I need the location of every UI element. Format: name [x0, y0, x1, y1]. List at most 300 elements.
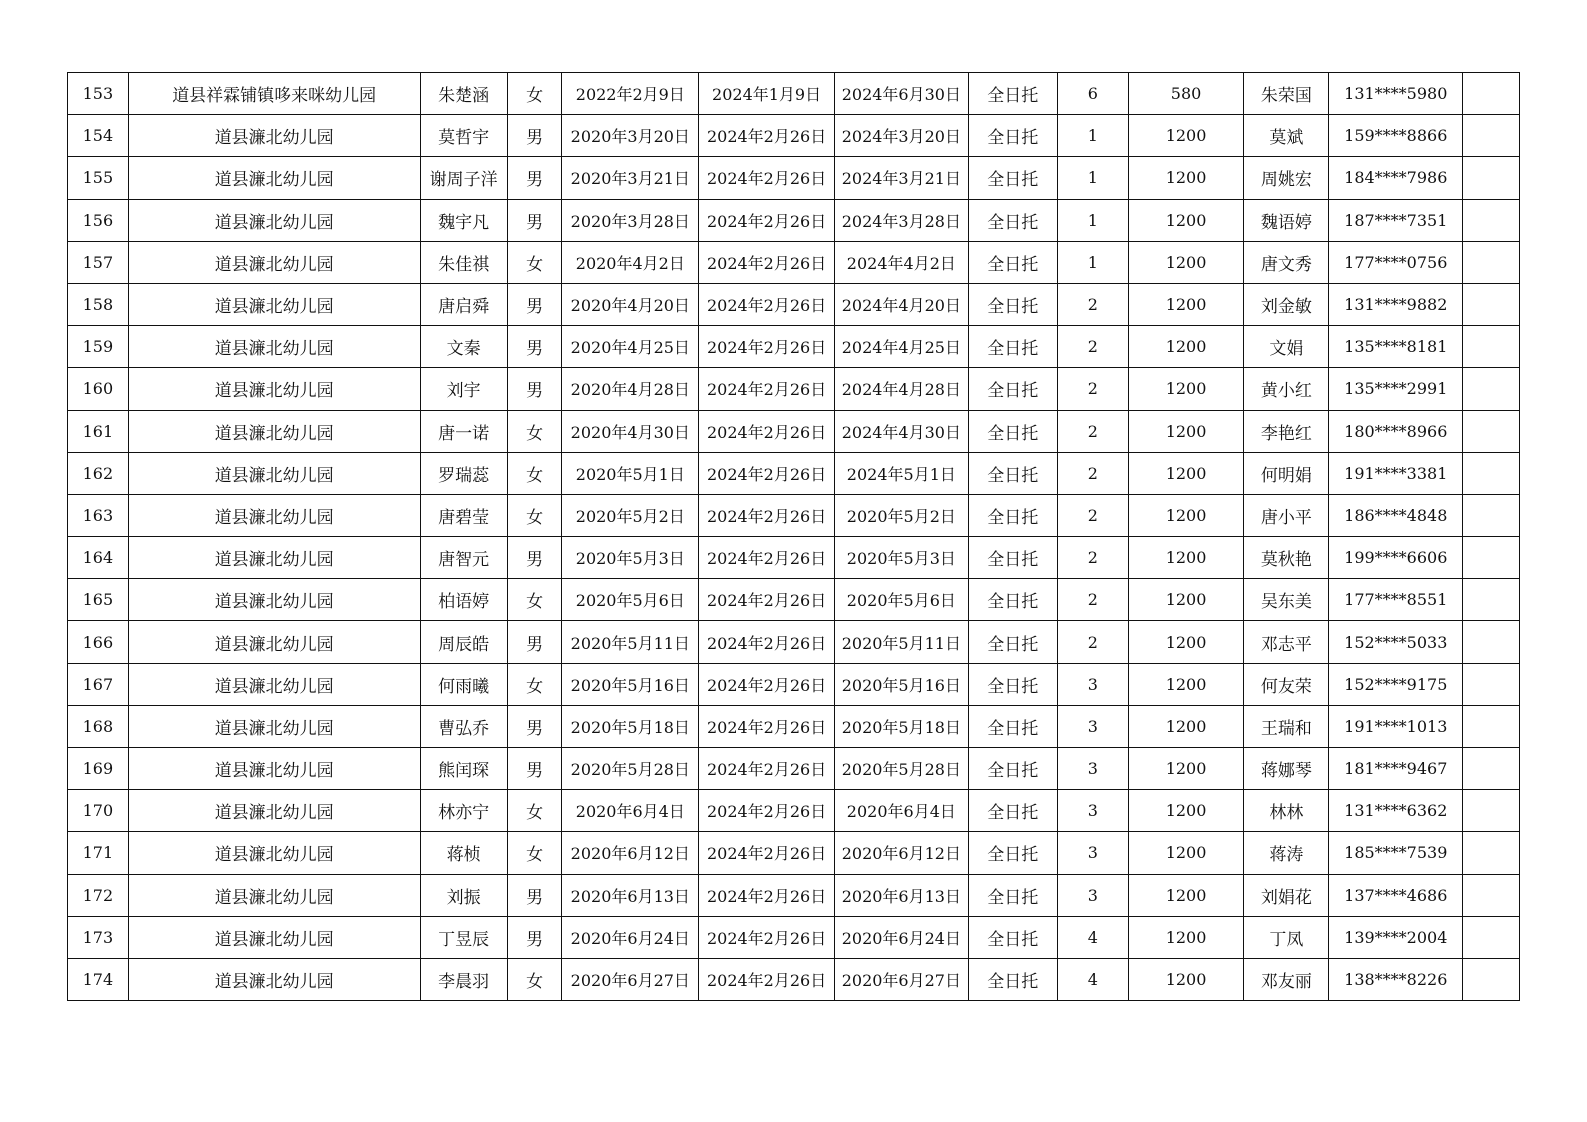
care-type-cell: 全日托	[968, 452, 1057, 494]
row-number-cell: 172	[68, 874, 129, 916]
row-number-cell: 159	[68, 326, 129, 368]
note-cell	[1463, 326, 1520, 368]
guardian-name-cell: 莫斌	[1244, 115, 1329, 157]
enrollment-date-cell: 2024年2月26日	[699, 621, 835, 663]
note-cell	[1463, 621, 1520, 663]
row-number-cell: 165	[68, 579, 129, 621]
birth-date-cell: 2020年4月20日	[562, 283, 699, 325]
care-type-cell: 全日托	[968, 579, 1057, 621]
note-cell	[1463, 537, 1520, 579]
enrollment-date-cell: 2024年2月26日	[699, 790, 835, 832]
gender-cell: 女	[507, 494, 562, 536]
amount-cell: 1200	[1128, 958, 1244, 1000]
care-type-cell: 全日托	[968, 115, 1057, 157]
gender-cell: 男	[507, 537, 562, 579]
gender-cell: 男	[507, 874, 562, 916]
enrollment-date-cell: 2024年2月26日	[699, 241, 835, 283]
care-type-cell: 全日托	[968, 326, 1057, 368]
month-count-cell: 3	[1057, 790, 1128, 832]
month-count-cell: 6	[1057, 73, 1128, 115]
note-cell	[1463, 832, 1520, 874]
phone-cell: 186****4848	[1329, 494, 1463, 536]
child-name-cell: 刘振	[420, 874, 507, 916]
amount-cell: 1200	[1128, 494, 1244, 536]
kindergarten-name-cell: 道县濂北幼儿园	[128, 410, 420, 452]
phone-cell: 152****5033	[1329, 621, 1463, 663]
row-number-cell: 171	[68, 832, 129, 874]
table-row	[68, 705, 1520, 747]
amount-cell: 1200	[1128, 157, 1244, 199]
enrollment-date-cell: 2024年2月26日	[699, 874, 835, 916]
guardian-name-cell: 刘娟花	[1244, 874, 1329, 916]
birth-date-cell: 2020年3月21日	[562, 157, 699, 199]
table-row	[68, 283, 1520, 325]
table-row	[68, 410, 1520, 452]
kindergarten-name-cell: 道县濂北幼儿园	[128, 241, 420, 283]
gender-cell: 男	[507, 916, 562, 958]
care-type-cell: 全日托	[968, 958, 1057, 1000]
amount-cell: 580	[1128, 73, 1244, 115]
care-type-cell: 全日托	[968, 705, 1057, 747]
phone-cell: 131****9882	[1329, 283, 1463, 325]
gender-cell: 男	[507, 368, 562, 410]
subsidy-date-cell: 2020年5月6日	[834, 579, 968, 621]
care-type-cell: 全日托	[968, 790, 1057, 832]
care-type-cell: 全日托	[968, 663, 1057, 705]
table-row	[68, 115, 1520, 157]
note-cell	[1463, 410, 1520, 452]
child-name-cell: 周辰皓	[420, 621, 507, 663]
kindergarten-name-cell: 道县祥霖铺镇哆来咪幼儿园	[128, 73, 420, 115]
birth-date-cell: 2020年6月4日	[562, 790, 699, 832]
note-cell	[1463, 157, 1520, 199]
table-row	[68, 790, 1520, 832]
guardian-name-cell: 何明娟	[1244, 452, 1329, 494]
gender-cell: 女	[507, 452, 562, 494]
care-type-cell: 全日托	[968, 748, 1057, 790]
amount-cell: 1200	[1128, 537, 1244, 579]
gender-cell: 女	[507, 241, 562, 283]
note-cell	[1463, 916, 1520, 958]
gender-cell: 女	[507, 790, 562, 832]
table-row	[68, 874, 1520, 916]
care-type-cell: 全日托	[968, 537, 1057, 579]
amount-cell: 1200	[1128, 326, 1244, 368]
subsidy-date-cell: 2020年5月16日	[834, 663, 968, 705]
amount-cell: 1200	[1128, 283, 1244, 325]
subsidy-date-cell: 2024年4月20日	[834, 283, 968, 325]
table-row	[68, 73, 1520, 115]
row-number-cell: 157	[68, 241, 129, 283]
month-count-cell: 2	[1057, 537, 1128, 579]
child-name-cell: 朱楚涵	[420, 73, 507, 115]
guardian-name-cell: 文娟	[1244, 326, 1329, 368]
table-row	[68, 748, 1520, 790]
note-cell	[1463, 283, 1520, 325]
phone-cell: 187****7351	[1329, 199, 1463, 241]
amount-cell: 1200	[1128, 241, 1244, 283]
kindergarten-name-cell: 道县濂北幼儿园	[128, 916, 420, 958]
care-type-cell: 全日托	[968, 157, 1057, 199]
care-type-cell: 全日托	[968, 199, 1057, 241]
kindergarten-name-cell: 道县濂北幼儿园	[128, 115, 420, 157]
note-cell	[1463, 115, 1520, 157]
month-count-cell: 3	[1057, 705, 1128, 747]
care-type-cell: 全日托	[968, 874, 1057, 916]
subsidy-date-cell: 2024年3月21日	[834, 157, 968, 199]
enrollment-date-cell: 2024年2月26日	[699, 916, 835, 958]
birth-date-cell: 2020年5月2日	[562, 494, 699, 536]
child-name-cell: 魏宇凡	[420, 199, 507, 241]
care-type-cell: 全日托	[968, 241, 1057, 283]
subsidy-date-cell: 2020年5月28日	[834, 748, 968, 790]
kindergarten-name-cell: 道县濂北幼儿园	[128, 494, 420, 536]
enrollment-date-cell: 2024年2月26日	[699, 705, 835, 747]
row-number-cell: 167	[68, 663, 129, 705]
month-count-cell: 2	[1057, 326, 1128, 368]
guardian-name-cell: 林林	[1244, 790, 1329, 832]
enrollment-date-cell: 2024年2月26日	[699, 115, 835, 157]
amount-cell: 1200	[1128, 916, 1244, 958]
month-count-cell: 1	[1057, 199, 1128, 241]
care-type-cell: 全日托	[968, 283, 1057, 325]
guardian-name-cell: 邓友丽	[1244, 958, 1329, 1000]
birth-date-cell: 2020年5月16日	[562, 663, 699, 705]
phone-cell: 138****8226	[1329, 958, 1463, 1000]
note-cell	[1463, 663, 1520, 705]
table-row	[68, 157, 1520, 199]
kindergarten-name-cell: 道县濂北幼儿园	[128, 326, 420, 368]
enrollment-date-cell: 2024年2月26日	[699, 579, 835, 621]
amount-cell: 1200	[1128, 199, 1244, 241]
subsidy-date-cell: 2024年3月28日	[834, 199, 968, 241]
subsidy-date-cell: 2020年6月4日	[834, 790, 968, 832]
month-count-cell: 2	[1057, 452, 1128, 494]
month-count-cell: 2	[1057, 579, 1128, 621]
month-count-cell: 1	[1057, 115, 1128, 157]
care-type-cell: 全日托	[968, 410, 1057, 452]
child-name-cell: 蒋桢	[420, 832, 507, 874]
row-number-cell: 164	[68, 537, 129, 579]
child-name-cell: 唐智元	[420, 537, 507, 579]
month-count-cell: 3	[1057, 874, 1128, 916]
phone-cell: 137****4686	[1329, 874, 1463, 916]
phone-cell: 185****7539	[1329, 832, 1463, 874]
row-number-cell: 154	[68, 115, 129, 157]
row-number-cell: 174	[68, 958, 129, 1000]
child-name-cell: 唐启舜	[420, 283, 507, 325]
subsidy-date-cell: 2024年4月25日	[834, 326, 968, 368]
subsidy-date-cell: 2024年4月30日	[834, 410, 968, 452]
gender-cell: 男	[507, 621, 562, 663]
amount-cell: 1200	[1128, 790, 1244, 832]
subsidy-date-cell: 2024年4月28日	[834, 368, 968, 410]
amount-cell: 1200	[1128, 621, 1244, 663]
enrollment-date-cell: 2024年2月26日	[699, 326, 835, 368]
enrollment-date-cell: 2024年2月26日	[699, 748, 835, 790]
guardian-name-cell: 魏语婷	[1244, 199, 1329, 241]
birth-date-cell: 2020年4月30日	[562, 410, 699, 452]
guardian-name-cell: 王瑞和	[1244, 705, 1329, 747]
amount-cell: 1200	[1128, 874, 1244, 916]
phone-cell: 135****8181	[1329, 326, 1463, 368]
gender-cell: 男	[507, 157, 562, 199]
row-number-cell: 153	[68, 73, 129, 115]
subsidy-date-cell: 2020年5月11日	[834, 621, 968, 663]
table-row	[68, 663, 1520, 705]
subsidy-date-cell: 2024年6月30日	[834, 73, 968, 115]
table-row	[68, 579, 1520, 621]
table-row	[68, 621, 1520, 663]
row-number-cell: 155	[68, 157, 129, 199]
birth-date-cell: 2020年5月28日	[562, 748, 699, 790]
guardian-name-cell: 唐文秀	[1244, 241, 1329, 283]
kindergarten-name-cell: 道县濂北幼儿园	[128, 199, 420, 241]
enrollment-date-cell: 2024年1月9日	[699, 73, 835, 115]
enrollment-date-cell: 2024年2月26日	[699, 663, 835, 705]
amount-cell: 1200	[1128, 410, 1244, 452]
birth-date-cell: 2020年4月28日	[562, 368, 699, 410]
guardian-name-cell: 朱荣国	[1244, 73, 1329, 115]
phone-cell: 199****6606	[1329, 537, 1463, 579]
note-cell	[1463, 705, 1520, 747]
note-cell	[1463, 874, 1520, 916]
phone-cell: 135****2991	[1329, 368, 1463, 410]
table-row	[68, 832, 1520, 874]
row-number-cell: 173	[68, 916, 129, 958]
note-cell	[1463, 958, 1520, 1000]
subsidy-date-cell: 2020年6月12日	[834, 832, 968, 874]
birth-date-cell: 2020年6月13日	[562, 874, 699, 916]
phone-cell: 177****0756	[1329, 241, 1463, 283]
kindergarten-name-cell: 道县濂北幼儿园	[128, 790, 420, 832]
birth-date-cell: 2020年5月18日	[562, 705, 699, 747]
month-count-cell: 3	[1057, 663, 1128, 705]
month-count-cell: 2	[1057, 621, 1128, 663]
phone-cell: 152****9175	[1329, 663, 1463, 705]
birth-date-cell: 2020年4月2日	[562, 241, 699, 283]
amount-cell: 1200	[1128, 368, 1244, 410]
note-cell	[1463, 368, 1520, 410]
guardian-name-cell: 唐小平	[1244, 494, 1329, 536]
birth-date-cell: 2020年4月25日	[562, 326, 699, 368]
guardian-name-cell: 黄小红	[1244, 368, 1329, 410]
note-cell	[1463, 790, 1520, 832]
phone-cell: 180****8966	[1329, 410, 1463, 452]
guardian-name-cell: 丁凤	[1244, 916, 1329, 958]
month-count-cell: 4	[1057, 916, 1128, 958]
phone-cell: 191****1013	[1329, 705, 1463, 747]
child-name-cell: 刘宇	[420, 368, 507, 410]
kindergarten-name-cell: 道县濂北幼儿园	[128, 368, 420, 410]
gender-cell: 男	[507, 115, 562, 157]
row-number-cell: 161	[68, 410, 129, 452]
care-type-cell: 全日托	[968, 494, 1057, 536]
table-body	[68, 73, 1520, 1001]
enrollment-date-cell: 2024年2月26日	[699, 537, 835, 579]
row-number-cell: 169	[68, 748, 129, 790]
phone-cell: 191****3381	[1329, 452, 1463, 494]
row-number-cell: 166	[68, 621, 129, 663]
note-cell	[1463, 241, 1520, 283]
child-name-cell: 文秦	[420, 326, 507, 368]
enrollment-date-cell: 2024年2月26日	[699, 832, 835, 874]
amount-cell: 1200	[1128, 115, 1244, 157]
note-cell	[1463, 579, 1520, 621]
month-count-cell: 2	[1057, 283, 1128, 325]
child-name-cell: 唐一诺	[420, 410, 507, 452]
gender-cell: 女	[507, 73, 562, 115]
guardian-name-cell: 邓志平	[1244, 621, 1329, 663]
guardian-name-cell: 刘金敏	[1244, 283, 1329, 325]
child-name-cell: 唐碧莹	[420, 494, 507, 536]
note-cell	[1463, 452, 1520, 494]
table-row	[68, 537, 1520, 579]
guardian-name-cell: 周姚宏	[1244, 157, 1329, 199]
row-number-cell: 168	[68, 705, 129, 747]
birth-date-cell: 2022年2月9日	[562, 73, 699, 115]
child-name-cell: 熊闰琛	[420, 748, 507, 790]
enrollment-date-cell: 2024年2月26日	[699, 368, 835, 410]
amount-cell: 1200	[1128, 832, 1244, 874]
child-name-cell: 谢周子洋	[420, 157, 507, 199]
subsidy-date-cell: 2024年4月2日	[834, 241, 968, 283]
gender-cell: 女	[507, 663, 562, 705]
enrollment-table	[67, 72, 1520, 1001]
gender-cell: 女	[507, 579, 562, 621]
amount-cell: 1200	[1128, 748, 1244, 790]
table-row	[68, 326, 1520, 368]
amount-cell: 1200	[1128, 705, 1244, 747]
subsidy-date-cell: 2020年6月24日	[834, 916, 968, 958]
month-count-cell: 2	[1057, 494, 1128, 536]
month-count-cell: 3	[1057, 748, 1128, 790]
kindergarten-name-cell: 道县濂北幼儿园	[128, 283, 420, 325]
gender-cell: 男	[507, 326, 562, 368]
care-type-cell: 全日托	[968, 916, 1057, 958]
kindergarten-name-cell: 道县濂北幼儿园	[128, 621, 420, 663]
child-name-cell: 罗瑞蕊	[420, 452, 507, 494]
phone-cell: 181****9467	[1329, 748, 1463, 790]
subsidy-date-cell: 2020年6月13日	[834, 874, 968, 916]
month-count-cell: 4	[1057, 958, 1128, 1000]
kindergarten-name-cell: 道县濂北幼儿园	[128, 537, 420, 579]
child-name-cell: 林亦宁	[420, 790, 507, 832]
phone-cell: 139****2004	[1329, 916, 1463, 958]
subsidy-date-cell: 2024年5月1日	[834, 452, 968, 494]
birth-date-cell: 2020年3月28日	[562, 199, 699, 241]
table-row	[68, 199, 1520, 241]
child-name-cell: 丁昱辰	[420, 916, 507, 958]
subsidy-date-cell: 2020年5月2日	[834, 494, 968, 536]
phone-cell: 177****8551	[1329, 579, 1463, 621]
row-number-cell: 158	[68, 283, 129, 325]
row-number-cell: 160	[68, 368, 129, 410]
kindergarten-name-cell: 道县濂北幼儿园	[128, 958, 420, 1000]
kindergarten-name-cell: 道县濂北幼儿园	[128, 579, 420, 621]
kindergarten-name-cell: 道县濂北幼儿园	[128, 452, 420, 494]
birth-date-cell: 2020年3月20日	[562, 115, 699, 157]
care-type-cell: 全日托	[968, 621, 1057, 663]
birth-date-cell: 2020年6月24日	[562, 916, 699, 958]
kindergarten-name-cell: 道县濂北幼儿园	[128, 748, 420, 790]
birth-date-cell: 2020年5月1日	[562, 452, 699, 494]
guardian-name-cell: 何友荣	[1244, 663, 1329, 705]
table-row	[68, 241, 1520, 283]
note-cell	[1463, 199, 1520, 241]
table-row	[68, 494, 1520, 536]
gender-cell: 女	[507, 410, 562, 452]
enrollment-date-cell: 2024年2月26日	[699, 283, 835, 325]
gender-cell: 男	[507, 748, 562, 790]
kindergarten-name-cell: 道县濂北幼儿园	[128, 832, 420, 874]
kindergarten-name-cell: 道县濂北幼儿园	[128, 157, 420, 199]
month-count-cell: 1	[1057, 157, 1128, 199]
gender-cell: 男	[507, 199, 562, 241]
table-row	[68, 958, 1520, 1000]
gender-cell: 女	[507, 832, 562, 874]
birth-date-cell: 2020年5月6日	[562, 579, 699, 621]
amount-cell: 1200	[1128, 579, 1244, 621]
child-name-cell: 朱佳祺	[420, 241, 507, 283]
birth-date-cell: 2020年5月3日	[562, 537, 699, 579]
gender-cell: 男	[507, 705, 562, 747]
month-count-cell: 2	[1057, 368, 1128, 410]
enrollment-date-cell: 2024年2月26日	[699, 494, 835, 536]
child-name-cell: 曹弘乔	[420, 705, 507, 747]
amount-cell: 1200	[1128, 452, 1244, 494]
table-row	[68, 916, 1520, 958]
subsidy-date-cell: 2020年6月27日	[834, 958, 968, 1000]
child-name-cell: 李晨羽	[420, 958, 507, 1000]
table-row	[68, 368, 1520, 410]
phone-cell: 131****5980	[1329, 73, 1463, 115]
phone-cell: 159****8866	[1329, 115, 1463, 157]
enrollment-date-cell: 2024年2月26日	[699, 157, 835, 199]
child-name-cell: 柏语婷	[420, 579, 507, 621]
month-count-cell: 1	[1057, 241, 1128, 283]
subsidy-date-cell: 2020年5月3日	[834, 537, 968, 579]
kindergarten-name-cell: 道县濂北幼儿园	[128, 663, 420, 705]
guardian-name-cell: 蒋涛	[1244, 832, 1329, 874]
row-number-cell: 156	[68, 199, 129, 241]
enrollment-date-cell: 2024年2月26日	[699, 410, 835, 452]
care-type-cell: 全日托	[968, 73, 1057, 115]
birth-date-cell: 2020年6月27日	[562, 958, 699, 1000]
row-number-cell: 163	[68, 494, 129, 536]
note-cell	[1463, 73, 1520, 115]
phone-cell: 131****6362	[1329, 790, 1463, 832]
note-cell	[1463, 748, 1520, 790]
row-number-cell: 162	[68, 452, 129, 494]
enrollment-date-cell: 2024年2月26日	[699, 199, 835, 241]
care-type-cell: 全日托	[968, 832, 1057, 874]
month-count-cell: 3	[1057, 832, 1128, 874]
kindergarten-name-cell: 道县濂北幼儿园	[128, 874, 420, 916]
guardian-name-cell: 莫秋艳	[1244, 537, 1329, 579]
guardian-name-cell: 吴东美	[1244, 579, 1329, 621]
care-type-cell: 全日托	[968, 368, 1057, 410]
guardian-name-cell: 蒋娜琴	[1244, 748, 1329, 790]
enrollment-date-cell: 2024年2月26日	[699, 452, 835, 494]
phone-cell: 184****7986	[1329, 157, 1463, 199]
kindergarten-name-cell: 道县濂北幼儿园	[128, 705, 420, 747]
amount-cell: 1200	[1128, 663, 1244, 705]
birth-date-cell: 2020年5月11日	[562, 621, 699, 663]
guardian-name-cell: 李艳红	[1244, 410, 1329, 452]
gender-cell: 男	[507, 283, 562, 325]
row-number-cell: 170	[68, 790, 129, 832]
